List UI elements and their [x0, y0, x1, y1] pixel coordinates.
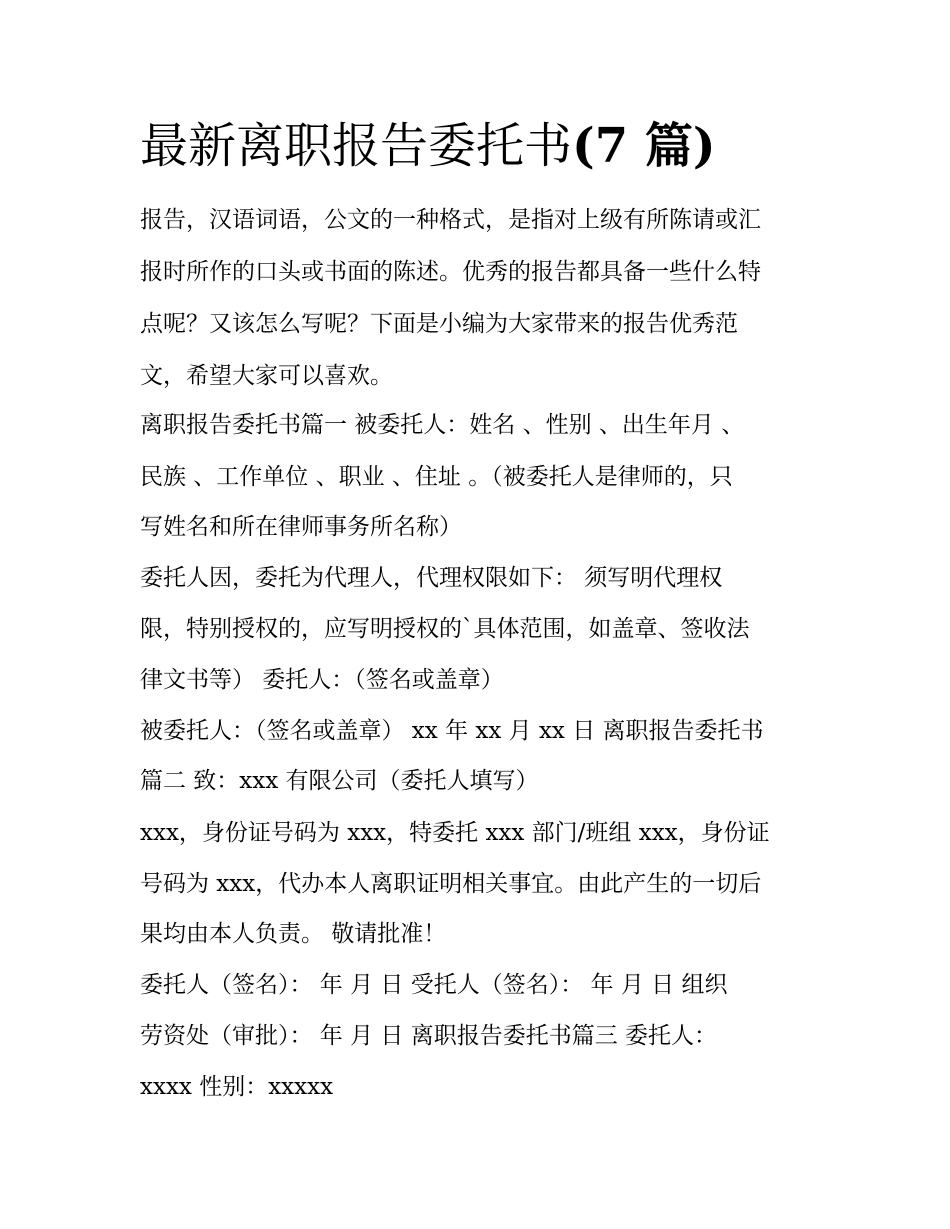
paragraph-line: 委托人（签名）： 年 月 日 受托人（签名）： 年 月 日 组织 [140, 972, 728, 998]
paragraph-line: 离职报告委托书篇一 被委托人：姓名 、性别 、出生年月 、 [140, 412, 745, 438]
paragraph-line: 民族 、工作单位 、职业 、住址 。（被委托人是律师的，只 [140, 464, 733, 490]
document-title-count: (7 篇) [572, 118, 716, 174]
paragraph-line: 文，希望大家可以喜欢。 [140, 363, 393, 389]
paragraph-line: 委托人因，委托为代理人，代理权限如下： 须写明代理权 [140, 565, 723, 591]
paragraph-line: 限，特别授权的，应写明授权的`具体范围，如盖章、签收法 [140, 616, 750, 642]
paragraph-line: 报时所作的口头或书面的陈述。优秀的报告都具备一些什么特 [140, 259, 761, 285]
document-title-main: 最新离职报告委托书 [140, 118, 573, 174]
paragraph-line: 劳资处（审批）： 年 月 日 离职报告委托书篇三 委托人： [140, 1023, 718, 1049]
paragraph-line: 果均由本人负责。 敬请批准！ [140, 921, 447, 947]
paragraph-line: 写姓名和所在律师事务所名称） [140, 514, 462, 540]
paragraph-line: 篇二 致：xxx 有限公司（委托人填写） [140, 768, 539, 794]
paragraph-line: 律文书等） 委托人：（签名或盖章） [140, 667, 504, 693]
paragraph-line: xxx，身份证号码为 xxx，特委托 xxx 部门/班组 xxx，身份证 [140, 820, 770, 846]
document-title [140, 114, 716, 178]
paragraph-line: 被委托人：（签名或盖章） xx 年 xx 月 xx 日 离职报告委托书 [140, 718, 764, 744]
paragraph-line: 点呢？又该怎么写呢？下面是小编为大家带来的报告优秀范 [140, 311, 738, 337]
paragraph-line: xxxx 性别：xxxxx [140, 1074, 334, 1100]
paragraph-line: 号码为 xxx，代办本人离职证明相关事宜。由此产生的一切后 [140, 871, 762, 897]
paragraph-line: 报告，汉语词语，公文的一种格式，是指对上级有所陈请或汇 [140, 207, 761, 233]
